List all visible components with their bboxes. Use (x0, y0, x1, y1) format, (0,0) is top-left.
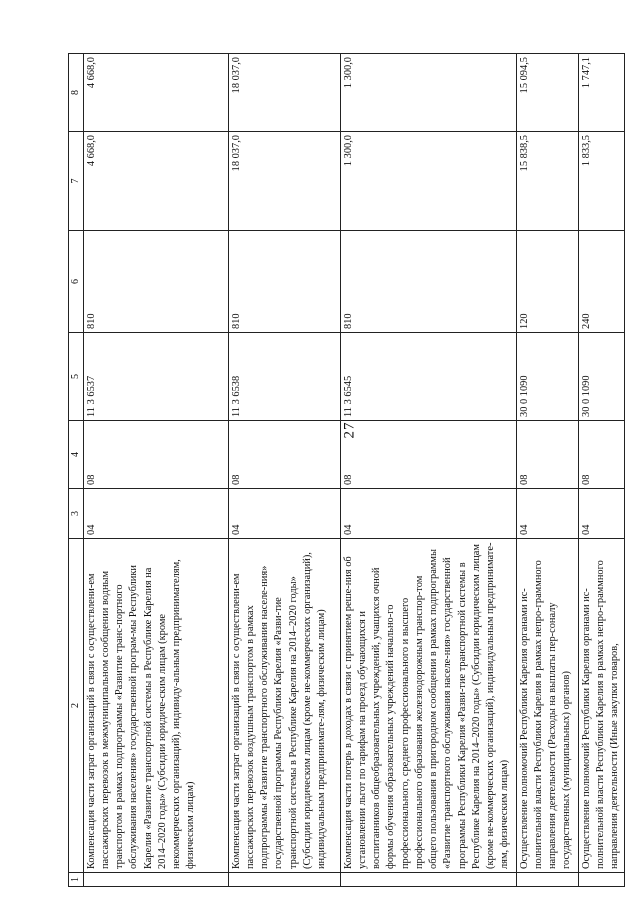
expense-type-cell: 240 (578, 231, 624, 333)
amount-cell: 4 668,0 (83, 132, 228, 231)
section-code-cell: 04 (228, 489, 340, 539)
expense-type-cell: 810 (340, 231, 516, 333)
table-row (83, 54, 228, 887)
column-header: 4 (69, 421, 84, 489)
amount-cell: 1 300,0 (340, 132, 516, 231)
target-article-cell: 30 0 1090 (578, 333, 624, 421)
subsection-code-cell: 08 (228, 421, 340, 489)
amount-cell: 15 094,5 (516, 54, 578, 132)
expense-type-cell: 810 (83, 231, 228, 333)
amount-cell: 1 300,0 (340, 54, 516, 132)
table-row (516, 54, 578, 887)
column-header: 2 (69, 539, 84, 873)
row-number-cell (83, 873, 228, 887)
row-number-cell (340, 873, 516, 887)
section-code-cell: 04 (578, 489, 624, 539)
row-number-cell (516, 873, 578, 887)
table-row (228, 54, 340, 887)
amount-cell: 18 037,0 (228, 54, 340, 132)
target-article-cell: 11 3 6537 (83, 333, 228, 421)
description-cell: Компенсация части потерь в доходах в связи с принятием реше-ния об установлении льгот по тарифам на проезд обучающихся и воспитанников общеобразовательных учреждений, учащихся очной формы обучения образовательных учреждений начально-го профессионального, среднего профессионального и высшего профессионального образования железнодорожным транспор-том общего пользования в пригородном сообщении в рамках подпрограммы «Развитие транспортного обслуживания населе-ния» государственной программы Республики Карелия «Разви-тие транспортной системы в Республике Карелия на 2014–2020 годы» (Субсидии юридическим лицам (кроме не-коммерческих организаций), индивидуальным предпринимате-лям, физическим лицам) (340, 539, 516, 873)
section-code-cell: 04 (83, 489, 228, 539)
row-number-cell (578, 873, 624, 887)
description-cell: Компенсация части затрат организаций в связи с осуществлени-ем пассажирских перевозок воздушным транспортом в рамках подпрограммы «Развитие транспортного обслуживания населе-ния» государственной программы Республики Карелия «Разви-тие транспортной системы в Республике Карелия на 2014–2020 годы» (Субсидии юридическим лицам (кроме не-коммерческих организаций), индивидуальным предпринимате-лям, физическим лицам) (228, 539, 340, 873)
table-row (578, 54, 624, 887)
subsection-code-cell: 08 (578, 421, 624, 489)
amount-cell: 15 838,5 (516, 132, 578, 231)
column-header: 8 (69, 54, 84, 132)
column-header: 3 (69, 489, 84, 539)
amount-cell: 1 833,5 (578, 132, 624, 231)
description-cell: Осуществление полномочий Республики Карелия органами ис-полнительной власти Республики Карелия в рамках непро-граммного направления деятельности (Иные закупки товаров, (578, 539, 624, 873)
target-article-cell: 11 3 6545 (340, 333, 516, 421)
amount-cell: 18 037,0 (228, 132, 340, 231)
header-row (69, 54, 84, 887)
budget-table-container (68, 54, 633, 887)
description-cell: Осуществление полномочий Республики Карелия органами ис-полнительной власти Республики Карелия в рамках непро-граммного направления деятельности (Расходы на выплаты пер-соналу государственных (муниципальных) органов) (516, 539, 578, 873)
target-article-cell: 30 0 1090 (516, 333, 578, 421)
subsection-code-cell: 08 (83, 421, 228, 489)
column-header: 1 (69, 873, 84, 887)
page-number: 27 (341, 421, 358, 439)
amount-cell: 4 668,0 (83, 54, 228, 132)
row-number-cell (228, 873, 340, 887)
subsection-code-cell: 08 (340, 421, 516, 489)
subsection-code-cell: 08 (516, 421, 578, 489)
budget-table (68, 53, 625, 887)
expense-type-cell: 120 (516, 231, 578, 333)
column-header: 6 (69, 231, 84, 333)
description-cell: Компенсация части затрат организаций в связи с осуществлени-ем пассажирских перевозок в межмуниципальном сообщении водным транспортом в рамках подпрограммы «Развитие транс-портного обслуживания населения» государственной програм-мы Республики Карелия «Развитие транспортной системы в Республике Карелия на 2014–2020 годы» (Субсидии юридиче-ским лицам (кроме некоммерческих организаций), индивиду-альным предпринимателям, физическим лицам) (83, 539, 228, 873)
amount-cell: 1 747,1 (578, 54, 624, 132)
column-header: 7 (69, 132, 84, 231)
section-code-cell: 04 (340, 489, 516, 539)
column-header: 5 (69, 333, 84, 421)
table-row (340, 54, 516, 887)
expense-type-cell: 810 (228, 231, 340, 333)
section-code-cell: 04 (516, 489, 578, 539)
target-article-cell: 11 3 6538 (228, 333, 340, 421)
